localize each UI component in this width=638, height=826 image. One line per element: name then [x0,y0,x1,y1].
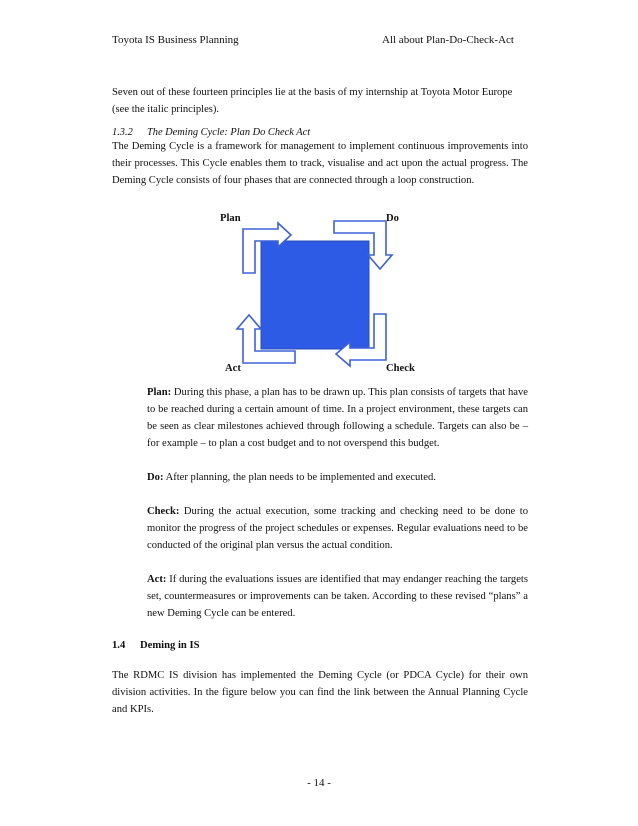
deming-in-is-paragraph: The RDMC IS division has implemented the Deming Cycle (or PDCA Cycle) for their own division activities. In the figure below you can find the link between the Annual Planning Cycle and KPIs. [112,670,528,715]
header-right: All about Plan-Do-Check-Act [382,34,514,46]
deming-cycle-paragraph: The Deming Cycle is a framework for management to implement continuous improvements into their processes. This Cycle enables them to track, visualise and act upon the actual progress. The Deming Cycle consists of four phases that are connected through a loop construction. [112,141,528,186]
phase-do-text: After planning, the plan needs to be implemented and executed. [165,472,436,483]
header-left: Toyota IS Business Planning [112,34,239,46]
label-act: Act [225,363,241,374]
subsection-title: The Deming Cycle: Plan Do Check Act [147,127,311,138]
phase-check [147,503,528,554]
subsection-number: 1.3.2 [112,127,133,138]
phase-act-term: Act: [147,574,167,585]
pdca-graphic [200,208,430,378]
phase-act-text: If during the evaluations issues are identified that may endanger reaching the targets set, countermeasures or improvements can be taken. According to these revised “plans” a new Deming Cycle can be entered. [147,574,528,619]
label-plan: Plan [220,213,241,224]
pdca-diagram [200,208,430,378]
phase-plan-text: During this phase, a plan has to be drawn up. This plan consists of targets that have to be reached during a certain amount of time. In a project environment, these targets can be seen as clear milestones achieved through following a schedule. Targets can also be – for example – to plan a cost budget and to not overspend this budget. [147,387,528,449]
phase-plan [147,384,528,452]
intro-paragraph: Seven out of these fourteen principles lie at the basis of my internship at Toyota Motor Europe (see the italic principles). [112,87,513,115]
cycle-square [261,241,369,349]
phase-do [147,469,528,486]
phase-list [147,384,528,622]
label-check: Check [386,363,415,374]
phase-plan-term: Plan: [147,387,172,398]
phase-check-term: Check: [147,506,180,517]
section-number: 1.4 [112,640,126,651]
phase-check-text: During the actual execution, some tracking and checking need to be done to monitor the progress of the project schedules or expenses. Regular evaluations need to be conducted of the original plan versus the actual condition. [147,506,528,551]
label-do: Do [386,213,399,224]
phase-do-term: Do: [147,472,164,483]
page-number: - 14 - [307,777,331,789]
section-title: Deming in IS [140,640,200,651]
phase-act [147,571,528,622]
